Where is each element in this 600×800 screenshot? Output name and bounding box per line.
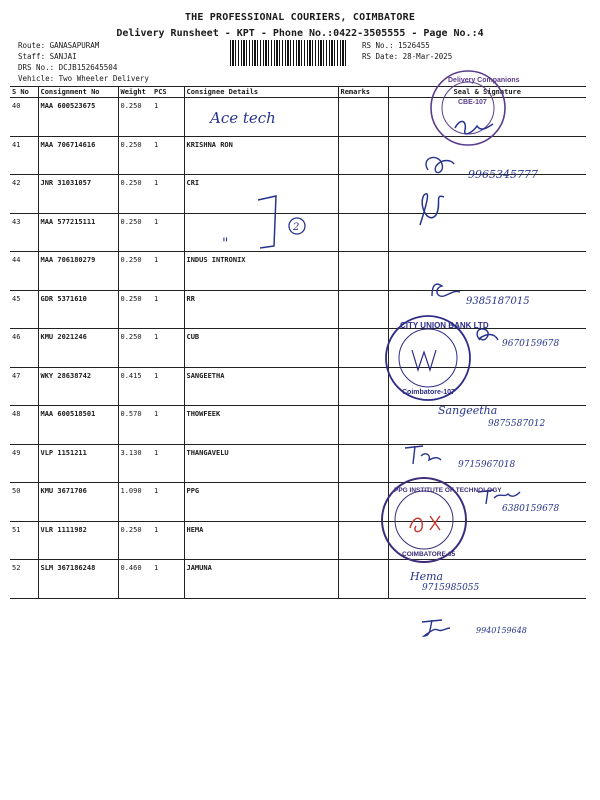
stamp-institute-location: COIMBATORE-35: [402, 551, 456, 558]
handwritten-phone-51: 9715985055: [422, 583, 480, 593]
cell-consignee-details: INDUS INTRONIX: [184, 252, 338, 291]
cell-pieces: 1: [152, 521, 184, 560]
column-header-pcs: PCS: [152, 87, 184, 98]
cell-consignment-number: JNR 31031057: [38, 175, 118, 214]
cell-pieces: 1: [152, 213, 184, 252]
cell-serial-number: 49: [10, 444, 38, 483]
cell-consignment-number: SLM 367186248: [38, 560, 118, 599]
cell-consignee-details: PPG: [184, 483, 338, 522]
cell-consignment-number: KMU 2021246: [38, 329, 118, 368]
cell-weight: 0.460: [118, 560, 152, 599]
cell-weight: 1.090: [118, 483, 152, 522]
route-label: Route: GANASAPURAM: [18, 41, 100, 50]
cell-consignment-number: MAA 706180279: [38, 252, 118, 291]
cell-serial-number: 47: [10, 367, 38, 406]
cell-consignee-details: JAMUNA: [184, 560, 338, 599]
cell-consignment-number: MAA 706714616: [38, 136, 118, 175]
cell-serial-number: 43: [10, 213, 38, 252]
drs-number: DRS No.: DCJB152645504: [18, 63, 118, 72]
cell-weight: 0.250: [118, 329, 152, 368]
cell-pieces: 1: [152, 329, 184, 368]
stamp-institute-name: PPG INSTITUTE OF TECHNOLOGY: [394, 487, 502, 494]
cell-serial-number: 42: [10, 175, 38, 214]
cell-weight: 0.250: [118, 98, 152, 137]
cell-consignment-number: MAA 577215111: [38, 213, 118, 252]
cell-weight: 0.415: [118, 367, 152, 406]
column-header-consignment: Consignment No: [38, 87, 118, 98]
cell-consignment-number: VLR 1111982: [38, 521, 118, 560]
rs-number: RS No.: 1526455: [362, 41, 430, 50]
handwritten-signature-47: Sangeetha: [438, 404, 498, 417]
handwritten-signature-51: Hema: [410, 570, 444, 583]
cell-pieces: 1: [152, 175, 184, 214]
ppg-institute-stamp: [382, 478, 502, 562]
signature-46: [477, 329, 498, 340]
cell-consignment-number: MAA 600523675: [38, 98, 118, 137]
handwritten-phone-47: 9875587012: [488, 419, 546, 429]
cell-consignment-number: KMU 3671706: [38, 483, 118, 522]
cell-serial-number: 40: [10, 98, 38, 137]
handwritten-phone-49: 6380159678: [502, 504, 560, 514]
handwritten-phone-41: 9965345777: [468, 168, 538, 181]
delivery-companions-stamp: [431, 71, 520, 145]
cell-consignment-number: WKY 28638742: [38, 367, 118, 406]
handwritten-ditto-mark: ": [222, 236, 229, 252]
cell-serial-number: 41: [10, 136, 38, 175]
signature-40: [455, 121, 493, 133]
cell-serial-number: 50: [10, 483, 38, 522]
cell-weight: 0.250: [118, 136, 152, 175]
cell-consignee-details: KRISHNA RON: [184, 136, 338, 175]
column-header-weight: Weight: [118, 87, 152, 98]
cell-weight: 0.570: [118, 406, 152, 445]
cell-consignment-number: VLP 1151211: [38, 444, 118, 483]
runsheet-subtitle: Delivery Runsheet - KPT - Phone No.:0422-3505555 - Page No.:4: [116, 28, 484, 39]
cell-pieces: 1: [152, 136, 184, 175]
document-title: THE PROFESSIONAL COURIERS, COIMBATORE: [184, 12, 416, 23]
cell-consignee-details: RR: [184, 290, 338, 329]
cell-pieces: 1: [152, 290, 184, 329]
staff-label: Staff: SANJAI: [18, 52, 77, 61]
stamp-bank-location: Coimbatore-107: [402, 389, 455, 396]
cell-consignee-details: HEMA: [184, 521, 338, 560]
cell-serial-number: 44: [10, 252, 38, 291]
column-header-seal-signature: Seal & Signature: [388, 87, 586, 98]
cell-weight: 0.250: [118, 290, 152, 329]
cell-serial-number: 46: [10, 329, 38, 368]
cell-consignment-number: GDR 5371610: [38, 290, 118, 329]
cell-consignee-details: CUB: [184, 329, 338, 368]
signature-41: [426, 157, 454, 172]
cell-pieces: 1: [152, 483, 184, 522]
handwritten-circled-number: 2: [293, 222, 300, 233]
cell-consignee-details: CRI: [184, 175, 338, 214]
cell-consignee-details: SANGEETHA: [184, 367, 338, 406]
cell-pieces: 1: [152, 444, 184, 483]
handwritten-consignee-note: Ace tech: [210, 109, 276, 127]
stamp-bank-name: CITY UNION BANK LTD: [400, 321, 489, 330]
cell-pieces: 1: [152, 367, 184, 406]
cell-pieces: 1: [152, 252, 184, 291]
column-header-sno: S No: [10, 87, 38, 98]
cell-pieces: 1: [152, 560, 184, 599]
signature-44: [432, 284, 460, 296]
rs-date: RS Date: 28-Mar-2025: [362, 52, 453, 61]
cell-serial-number: 52: [10, 560, 38, 599]
cell-weight: 0.250: [118, 213, 152, 252]
stamp-company-code: CBE-107: [458, 99, 487, 106]
city-union-bank-stamp: [386, 316, 489, 400]
cell-consignee-details: THANGAVELU: [184, 444, 338, 483]
cell-serial-number: 51: [10, 521, 38, 560]
cell-weight: 0.250: [118, 521, 152, 560]
cell-serial-number: 48: [10, 406, 38, 445]
cell-serial-number: 45: [10, 290, 38, 329]
cell-weight: 0.250: [118, 175, 152, 214]
cell-consignment-number: MAA 600518501: [38, 406, 118, 445]
signature-42: [420, 194, 444, 225]
signature-48: [405, 446, 441, 464]
vehicle-label: Vehicle: Two Wheeler Delivery: [18, 74, 149, 83]
handwritten-phone-52: 9940159648: [476, 626, 527, 635]
handwritten-phone-44: 9385187015: [466, 296, 530, 307]
handwritten-phone-48: 9715967018: [458, 460, 516, 470]
cell-consignee-details: THOWFEEK: [184, 406, 338, 445]
handwritten-bracket: [258, 196, 276, 248]
column-header-consignee: Consignee Details: [184, 87, 338, 98]
handwritten-phone-46: 9670159678: [502, 339, 560, 349]
cell-weight: 3.130: [118, 444, 152, 483]
signature-52: [422, 620, 450, 636]
cell-pieces: 1: [152, 406, 184, 445]
cell-weight: 0.250: [118, 252, 152, 291]
column-header-remarks: Remarks: [338, 87, 388, 98]
cell-pieces: 1: [152, 98, 184, 137]
stamp-company-name: Delivery Companions: [448, 77, 520, 84]
